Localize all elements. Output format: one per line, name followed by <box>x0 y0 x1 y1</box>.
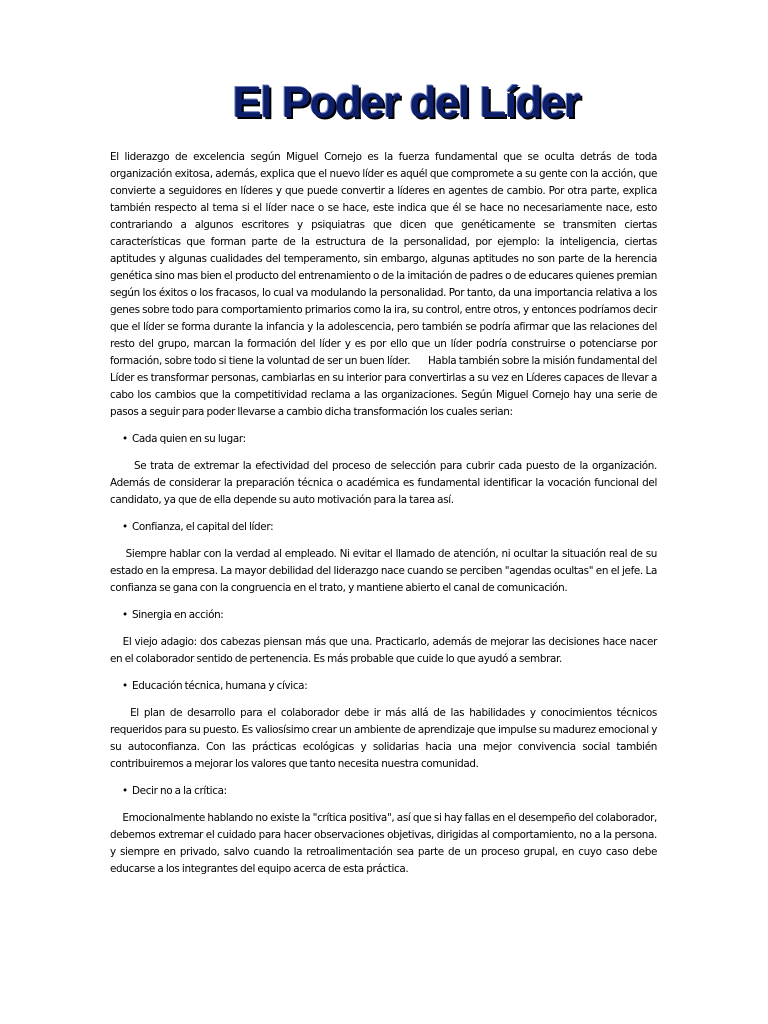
bullet-item <box>122 519 657 536</box>
bullet-label: Sinergia en acción: <box>132 609 224 621</box>
section-paragraph: El viejo adagio: dos cabezas piensan más que una. Practicarlo, además de mejorar las decisiones hace nacer en el colaborador sentido de pertenencia. Es más probable que cuide lo que ayudó a sembrar. <box>110 636 660 665</box>
bullet-item <box>122 783 657 800</box>
intro-paragraph: El liderazgo de excelencia según Miguel Cornejo es la fuerza fundamental que se oculta detrás de toda organización exitosa, además, explica que el nuevo líder es aquél que compromete a su gente con la acción, que convierte a seguidores en líderes y que puede convertir a líderes en agentes de cambio. Por otra parte, explica también respecto al tema si el líder nace o se hace, este indica que él se hace no necesariamente nace, esto contrariando a algunos escritores y psiquiatras que dicen que genéticamente se transmiten ciertas características que forman parte de la estructura de la personalidad, por ejemplo: la inteligencia, ciertas aptitudes y algunas cualidades del temperamento, sin embargo, algunas aptitudes no son parte de la herencia genética sino mas bien el producto del entrenamiento o de la imitación de padres o de educares quienes premian según los éxitos o los fracasos, lo cual va modulando la personalidad. Por tanto, da una importancia relativa a los genes sobre todo para comportamiento primarios como la ira, su control, entre otros, y entonces podríamos decir que el líder se forma durante la infancia y la adolescencia, pero también se podría afirmar que las relaciones del resto del grupo, marcan la formación del líder y es por ello que un líder podría construirse o potenciarse por formación, sobre todo si tiene la voluntad de ser un buen líder. Habla también sobre la misión fundamental del Líder es transformar personas, cambiarlas en su interior para convertirlas a su vez en Líderes capaces de llevar a cabo los cambios que la competitividad reclama a las organizaciones. Según Miguel Cornejo hay una serie de pasos a seguir para poder llevarse a cambio dicha transformación los cuales serian: <box>110 151 660 418</box>
bullet-label: Cada quien en su lugar: <box>132 433 246 445</box>
section-paragraph: Emocionalmente hablando no existe la "crítica positiva", así que si hay fallas en el desempeño del colaborador, debemos extremar el cuidado para hacer observaciones objetivas, dirigidas al comportamiento, no a la persona. y siempre en privado, salvo cuando la retroalimentación sea parte de un proceso grupal, en cuyo caso debe educarse a los integrantes del equipo acerca de esta práctica. <box>110 812 660 875</box>
bullet-icon: • <box>122 680 128 692</box>
section-paragraph: El plan de desarrollo para el colaborador debe ir más allá de las habilidades y conocimientos técnicos requeridos para su puesto. Es valiosísimo crear un ambiente de aprendizaje que impulse su madurez emocional y su autoconfianza. Con las prácticas ecológicas y solidarias hacia una mejor convivencia social también contribuiremos a mejorar los valores que tanto necesita nuestra comunidad. <box>110 707 660 770</box>
bullet-item <box>122 607 657 624</box>
bullet-label: Confianza, el capital del líder: <box>132 521 274 533</box>
bullet-label: Educación técnica, humana y cívica: <box>132 680 308 692</box>
section-paragraph: Siempre hablar con la verdad al empleado. Ni evitar el llamado de atención, ni ocultar la situación real de su estado en la empresa. La mayor debilidad del liderazgo nace cuando se perciben "agendas ocultas" en el jefe. La confianza se gana con la congruencia en el trato, y mantiene abierto el canal de comunicación. <box>110 548 660 594</box>
section-paragraph: Se trata de extremar la efectividad del proceso de selección para cubrir cada puesto de la organización. Además de considerar la preparación técnica o académica es fundamental identificar la vocación funcional del candidato, ya que de ella depende su auto motivación para la tarea así. <box>110 460 660 506</box>
bullet-item <box>122 431 657 448</box>
document-body <box>110 149 660 878</box>
bullet-icon: • <box>122 521 128 533</box>
bullet-icon: • <box>122 609 128 621</box>
bullet-icon: • <box>122 785 128 797</box>
bullet-item <box>122 678 657 695</box>
bullet-label: Decir no a la crítica: <box>132 785 227 797</box>
page-title: El Poder del Líder <box>232 78 580 127</box>
bullet-icon: • <box>122 433 128 445</box>
